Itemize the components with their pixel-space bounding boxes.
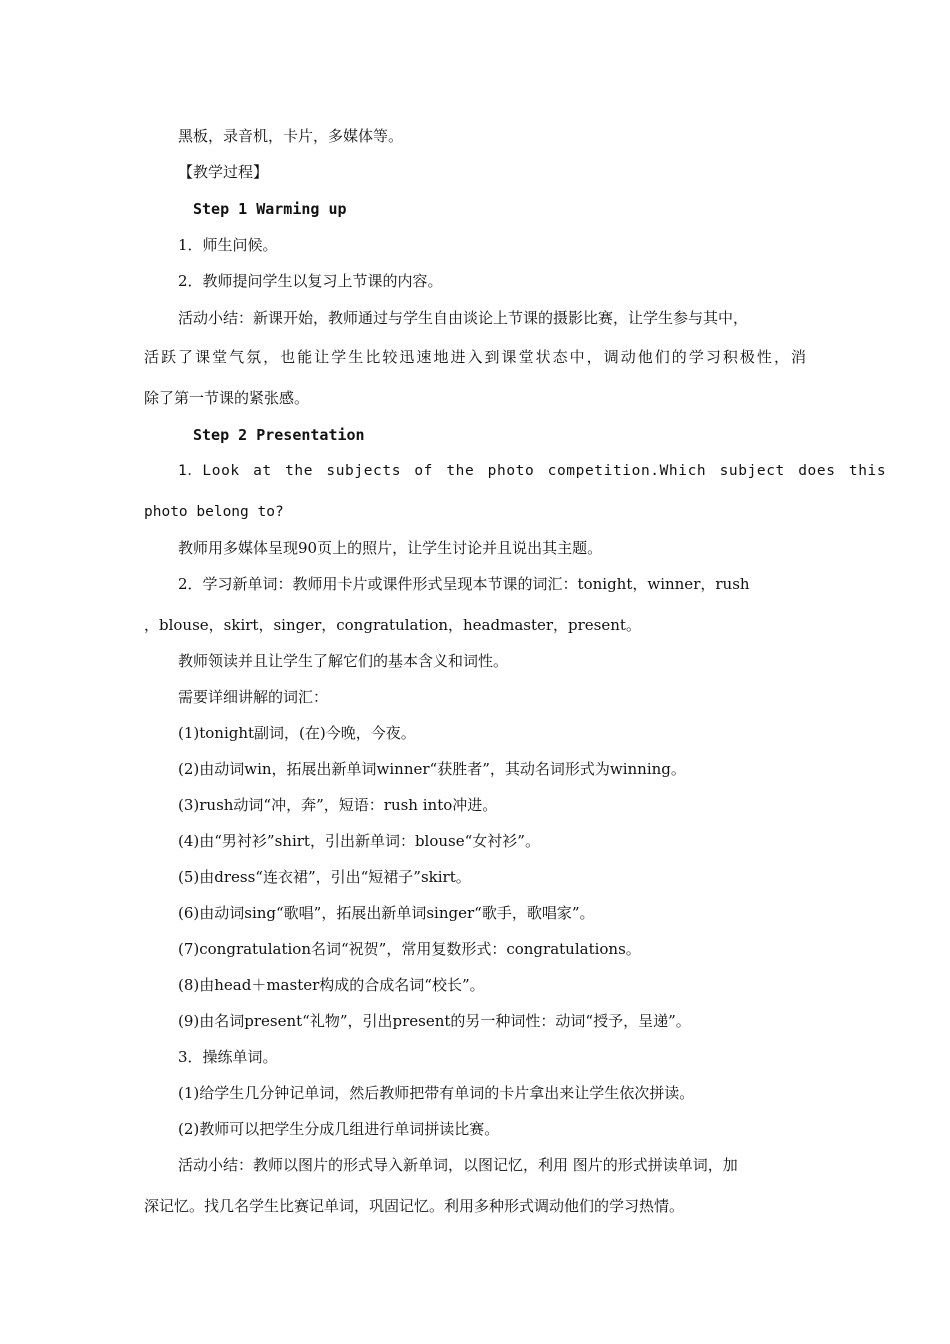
vocab-item: (6)由动词sing“歌唱”，拓展出新单词singer“歌手，歌唱家”。 [178, 904, 595, 922]
step2-heading: Step 2 Presentation [193, 426, 365, 444]
step2-summary-line-2: 深记忆。找几名学生比赛记单词，巩固记忆。利用多种形式调动他们的学习热情。 [144, 1197, 685, 1215]
vocab-heading: 需要详细讲解的词汇： [178, 688, 329, 706]
step1-item-1: 1．师生问候。 [178, 236, 278, 254]
step2-summary-line-1: 活动小结：教师以图片的形式导入新单词，以图记忆，利用 图片的形式拼读单词，加 [178, 1156, 738, 1174]
vocab-item: (5)由dress“连衣裙”，引出“短裙子”skirt。 [178, 868, 471, 886]
materials-line: 黑板，录音机，卡片，多媒体等。 [178, 127, 404, 145]
vocab-item: (8)由head＋master构成的合成名词“校长”。 [178, 976, 485, 994]
vocab-item: (2)由动词win，拓展出新单词winner“获胜者”，其动名词形式为winning。 [178, 760, 686, 778]
step2-item-2-note: 教师领读并且让学生了解它们的基本含义和词性。 [178, 652, 509, 670]
step1-item-2: 2．教师提问学生以复习上节课的内容。 [178, 272, 443, 290]
step2-item-3: 3．操练单词。 [178, 1048, 278, 1066]
step1-heading: Step 1 Warming up [193, 200, 347, 218]
step1-summary-line-1: 活动小结：新课开始，教师通过与学生自由谈论上节课的摄影比赛，让学生参与其中， [178, 309, 749, 327]
vocab-item: (1)tonight副词，(在)今晚，今夜。 [178, 724, 416, 742]
step1-summary-line-2: 活跃了课堂气氛，也能让学生比较迅速地进入到课堂状态中，调动他们的学习积极性，消 [144, 348, 806, 366]
vocab-item: (7)congratulation名词“祝贺”，常用复数形式：congratulations。 [178, 940, 641, 958]
vocab-item: (9)由名词present“礼物”，引出present的另一种词性：动词“授予，呈递”。 [178, 1012, 691, 1030]
vocab-item: (4)由“男衬衫”shirt，引出新单词：blouse“女衬衫”。 [178, 832, 540, 850]
drill-item: (2)教师可以把学生分成几组进行单词拼读比赛。 [178, 1120, 500, 1138]
step2-item-1-note: 教师用多媒体呈现90页上的照片，让学生讨论并且说出其主题。 [178, 539, 603, 557]
step2-item-1-line-1: 1．Look at the subjects of the photo competition.Which subject does this [178, 463, 887, 479]
vocab-item: (3)rush动词“冲，奔”，短语：rush into冲进。 [178, 796, 498, 814]
step1-summary-line-3: 除了第一节课的紧张感。 [144, 389, 310, 407]
process-heading: 【教学过程】 [178, 163, 269, 181]
step2-item-2-line-1: 2．学习新单词：教师用卡片或课件形式呈现本节课的词汇：tonight，winner，rush [178, 575, 750, 593]
step2-item-1-line-2: photo belong to? [144, 504, 284, 520]
step2-item-2-line-2: ，blouse，skirt，singer，congratulation，headmaster，present。 [144, 616, 641, 634]
drill-item: (1)给学生几分钟记单词，然后教师把带有单词的卡片拿出来让学生依次拼读。 [178, 1084, 695, 1102]
